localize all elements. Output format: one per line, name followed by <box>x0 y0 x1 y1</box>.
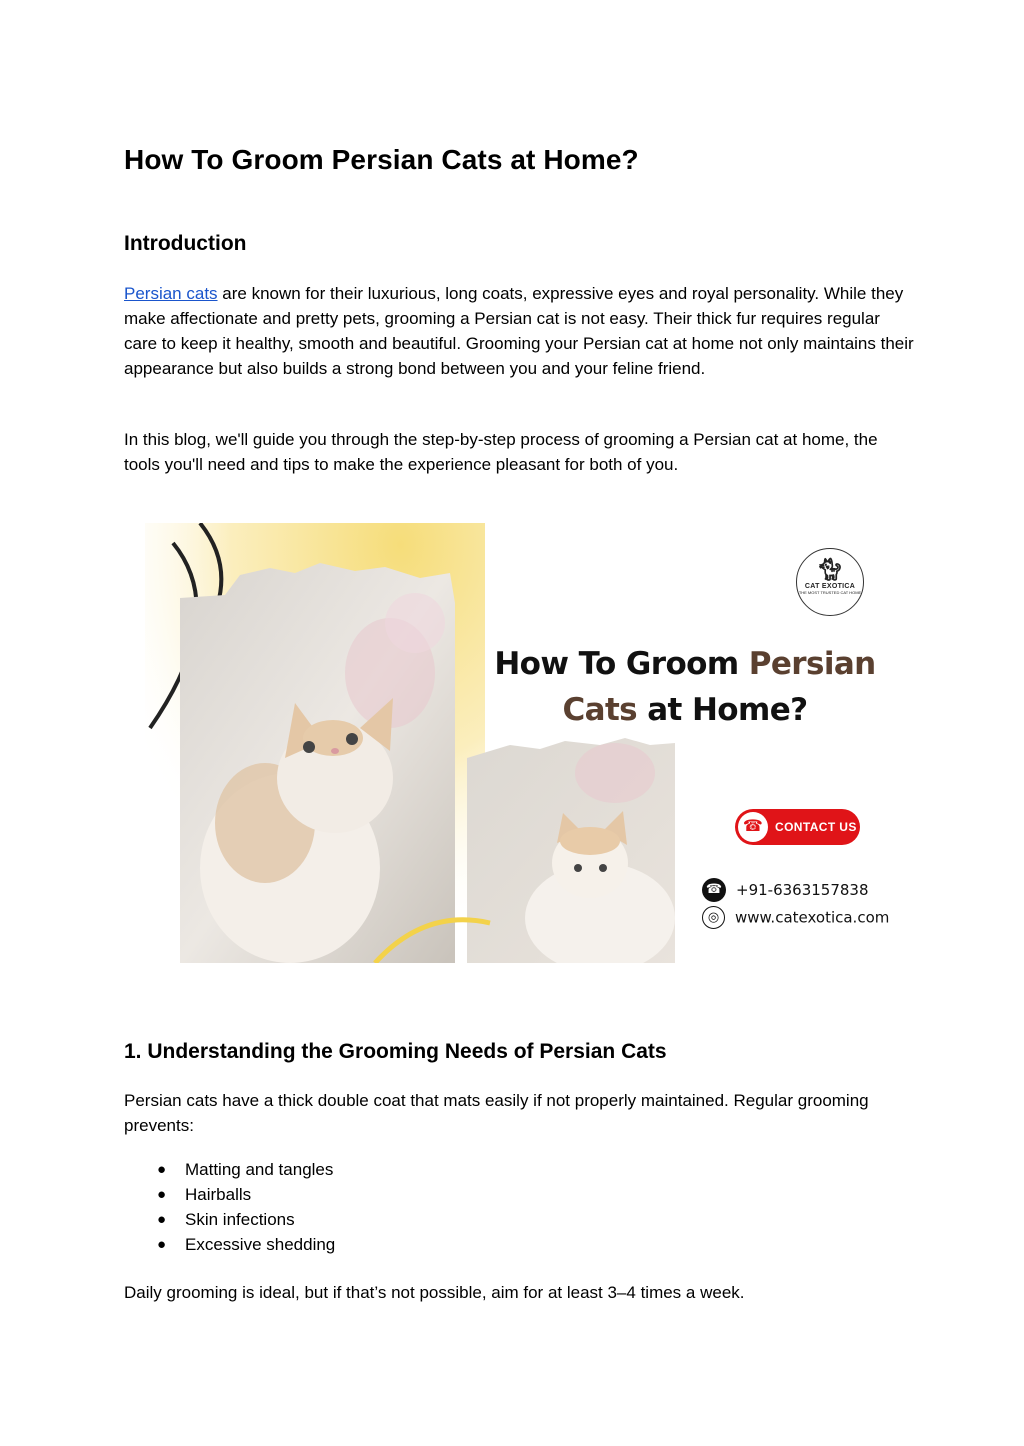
page-title: How To Groom Persian Cats at Home? <box>124 144 639 175</box>
grooming-benefits-list <box>124 1157 335 1257</box>
intro-paragraph-2: In this blog, we'll guide you through the step-by-step process of grooming a Persian cat at home, the tools you'll need and tips to make the experience pleasant for both of you. <box>124 430 878 474</box>
contact-us-button[interactable]: ☎ CONTACT US <box>735 809 860 845</box>
list-item-text: Matting and tangles <box>185 1160 334 1179</box>
intro-heading: Introduction <box>124 232 247 255</box>
section1-paragraph: Persian cats have a thick double coat that mats easily if not properly maintained. Regular grooming prevents: <box>124 1091 869 1135</box>
bullet-icon: ● <box>157 1161 167 1178</box>
list-item <box>124 1207 335 1232</box>
bullet-icon: ● <box>157 1186 167 1203</box>
list-item <box>124 1232 335 1257</box>
phone-icon: ☎ <box>702 878 726 902</box>
bullet-icon: ● <box>157 1236 167 1253</box>
globe-icon: ◎ <box>702 906 725 929</box>
banner-headline: How To Groom Persian Cats at Home? <box>494 646 876 728</box>
list-item-text: Excessive shedding <box>185 1235 336 1254</box>
website-row: ◎ www.catexotica.com <box>702 906 889 932</box>
cat-logo-icon: 🐈︎ <box>816 557 844 582</box>
phone-icon: ☎ <box>738 812 768 842</box>
persian-cats-link[interactable]: Persian cats <box>124 284 218 303</box>
phone-number-row: ☎ +91-6363157838 <box>702 878 869 904</box>
cat-exotica-logo: 🐈︎ CAT EXOTICA THE MOST TRUSTED CAT HOME <box>796 548 864 616</box>
list-item-text: Hairballs <box>185 1185 252 1204</box>
section1-closing: Daily grooming is ideal, but if that’s not possible, aim for at least 3–4 times a week. <box>124 1283 745 1302</box>
list-item <box>124 1157 335 1182</box>
section1-heading: 1. Understanding the Grooming Needs of Persian Cats <box>124 1040 667 1063</box>
blog-banner-image <box>145 523 895 963</box>
bullet-icon: ● <box>157 1211 167 1228</box>
intro-paragraph <box>124 281 914 381</box>
list-item-text: Skin infections <box>185 1210 295 1229</box>
list-item <box>124 1182 335 1207</box>
intro-paragraph-text: are known for their luxurious, long coats, expressive eyes and royal personality. While they make affectionate and pretty pets, grooming a Persian cat is not easy. Their thick fur requires regular care to keep it healthy, smooth and beautiful. Grooming your Persian cat at home not only maintains their appearance but also builds a strong bond between you and your feline friend. <box>124 284 914 378</box>
